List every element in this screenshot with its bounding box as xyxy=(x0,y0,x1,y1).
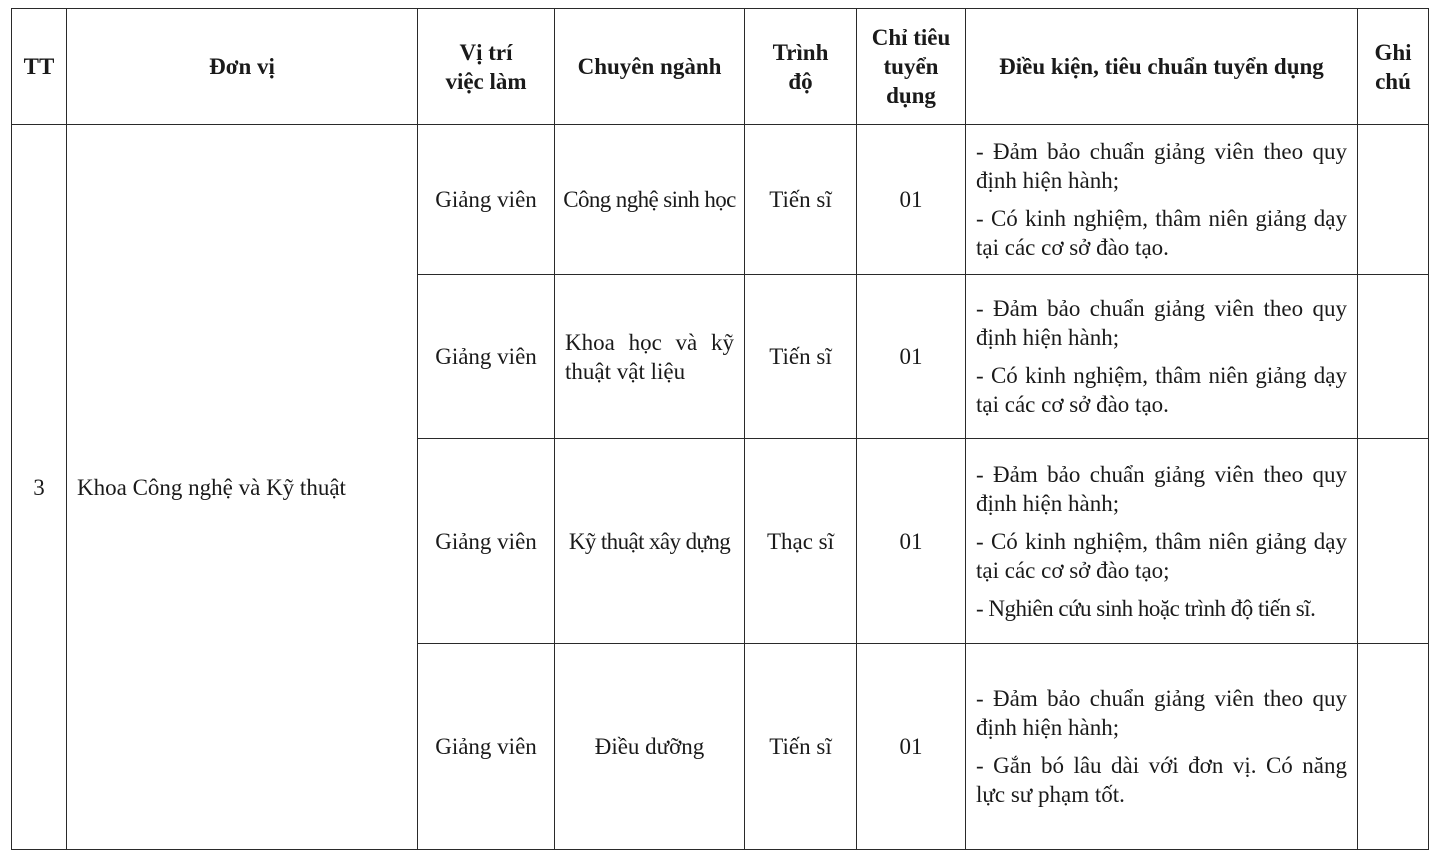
recruitment-table xyxy=(11,8,1429,850)
major-cell: Kỹ thuật xây dựng xyxy=(555,439,745,644)
header-tt: TT xyxy=(12,9,67,125)
table-row xyxy=(12,125,1429,275)
condition-line: - Đảm bảo chuẩn giảng viên theo quy định hiện hành; xyxy=(976,686,1347,740)
level-cell: Tiến sĩ xyxy=(745,644,857,850)
header-quota-line3: dụng xyxy=(886,83,936,108)
conditions-cell xyxy=(966,644,1358,850)
level-cell: Tiến sĩ xyxy=(745,275,857,439)
major-cell xyxy=(555,275,745,439)
group-tt-cell: 3 xyxy=(12,125,67,850)
header-note-line2: chú xyxy=(1375,68,1411,94)
header-quota-line2: tuyển xyxy=(883,54,939,79)
quota-cell: 01 xyxy=(857,439,966,644)
conditions-cell xyxy=(966,125,1358,275)
position-cell: Giảng viên xyxy=(418,125,555,275)
condition-line: - Có kinh nghiệm, thâm niên giảng dạy tại các cơ sở đào tạo; xyxy=(976,528,1347,583)
condition-line: - Gắn bó lâu dài với đơn vị. Có năng lực sư phạm tốt. xyxy=(976,753,1347,807)
header-note xyxy=(1358,9,1429,125)
condition-line: - Đảm bảo chuẩn giảng viên theo quy định hiện hành; xyxy=(976,461,1347,516)
condition-line: - Đảm bảo chuẩn giảng viên theo quy định hiện hành; xyxy=(976,296,1347,350)
major-line: thuật vật liệu xyxy=(565,358,686,384)
quota-cell: 01 xyxy=(857,275,966,439)
level-cell: Thạc sĩ xyxy=(745,439,857,644)
header-quota-line1: Chỉ tiêu xyxy=(871,25,951,50)
note-cell xyxy=(1358,644,1429,850)
header-level-line2: độ xyxy=(788,68,813,94)
group-unit-cell: Khoa Công nghệ và Kỹ thuật xyxy=(67,125,418,850)
note-cell xyxy=(1358,125,1429,275)
conditions-cell xyxy=(966,439,1358,644)
header-position xyxy=(418,9,555,125)
major-cell: Điều dưỡng xyxy=(555,644,745,850)
note-cell xyxy=(1358,275,1429,439)
header-quota xyxy=(857,9,966,125)
header-level-line1: Trình xyxy=(772,39,829,65)
conditions-cell xyxy=(966,275,1358,439)
position-cell: Giảng viên xyxy=(418,439,555,644)
condition-line: - Đảm bảo chuẩn giảng viên theo quy định hiện hành; xyxy=(976,139,1347,193)
major-line: Khoa học và kỹ xyxy=(565,329,734,355)
header-position-line2: việc làm xyxy=(445,68,527,94)
position-cell: Giảng viên xyxy=(418,644,555,850)
quota-cell: 01 xyxy=(857,644,966,850)
major-cell: Công nghệ sinh học xyxy=(555,125,745,275)
header-note-line1: Ghi xyxy=(1374,39,1412,65)
note-cell xyxy=(1358,439,1429,644)
level-cell: Tiến sĩ xyxy=(745,125,857,275)
header-level xyxy=(745,9,857,125)
condition-line: - Có kinh nghiệm, thâm niên giảng dạy tại các cơ sở đào tạo. xyxy=(976,363,1347,417)
position-cell: Giảng viên xyxy=(418,275,555,439)
quota-cell: 01 xyxy=(857,125,966,275)
table-header-row xyxy=(12,9,1429,125)
condition-line: - Có kinh nghiệm, thâm niên giảng dạy tại các cơ sở đào tạo. xyxy=(976,206,1347,260)
header-conditions: Điều kiện, tiêu chuẩn tuyển dụng xyxy=(966,9,1358,125)
condition-line: - Nghiên cứu sinh hoặc trình độ tiến sĩ. xyxy=(976,595,1316,621)
header-major: Chuyên ngành xyxy=(555,9,745,125)
header-unit: Đơn vị xyxy=(67,9,418,125)
header-position-line1: Vị trí xyxy=(459,39,513,65)
